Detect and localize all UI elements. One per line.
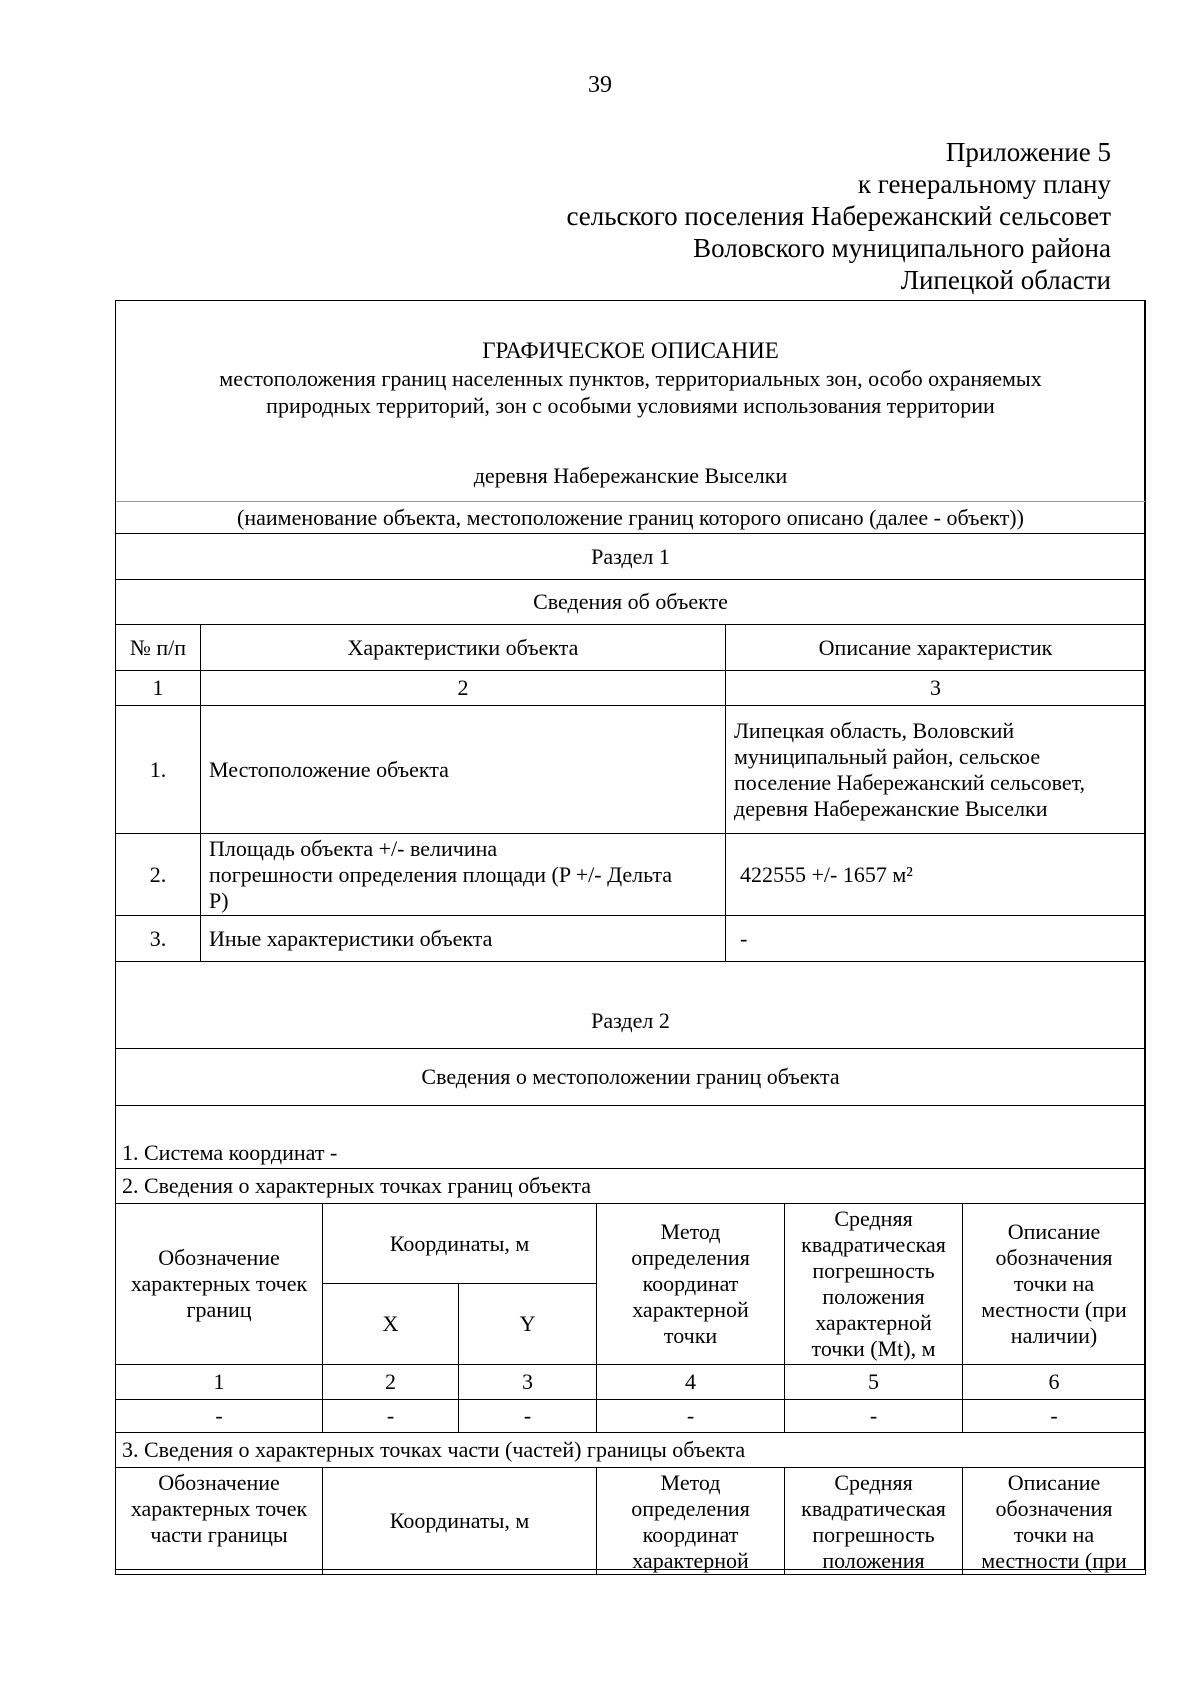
parts-header-error [785, 1468, 963, 1575]
parts-header-designation [116, 1468, 323, 1575]
section2-subtitle: Сведения о местоположении границ объекта [116, 1049, 1146, 1106]
point-cell: - [323, 1400, 459, 1433]
table-row [116, 1400, 1146, 1433]
header-line: Обозначение [158, 1470, 280, 1495]
description-line: деревня Набережанские Выселки [734, 795, 1048, 821]
point-cell: - [597, 1400, 785, 1433]
header-line: Описание [1007, 1219, 1101, 1244]
row-characteristic: Иные характеристики объекта [201, 916, 726, 962]
column-number: 6 [963, 1365, 1146, 1400]
column-number: 1 [116, 1365, 323, 1400]
document-header [116, 301, 1146, 502]
header-line: Метод [660, 1219, 721, 1244]
parts-section-title: 3. Сведения о характерных точках части (частей) границы объекта [116, 1433, 1146, 1468]
row-description: 422555 +/- 1657 м² [726, 834, 1146, 916]
header-coordinates: Координаты, м [323, 1204, 597, 1284]
column-number: 4 [597, 1365, 785, 1400]
column-header-description: Описание характеристик [726, 625, 1146, 671]
row-num: 3. [116, 916, 201, 962]
header-line: обозначения [995, 1496, 1113, 1521]
appendix-block [566, 136, 1111, 296]
points-table [115, 1203, 1146, 1575]
column-number: 3 [459, 1365, 597, 1400]
header-line: квадратическая [801, 1496, 946, 1521]
coordinate-system: 1. Система координат - [116, 1106, 1146, 1169]
header-line: определения [631, 1496, 750, 1521]
header-line: точки [663, 1323, 718, 1348]
object-caption: (наименование объекта, местоположение границ которого описано (далее - объект)) [116, 502, 1146, 534]
parts-header-description [963, 1468, 1146, 1575]
row-characteristic [201, 834, 726, 916]
section1-subtitle: Сведения об объекте [116, 580, 1146, 625]
characteristic-line: Площадь объекта +/- величина [209, 835, 498, 861]
header-error [785, 1204, 963, 1365]
characteristic-line: P) [209, 887, 229, 913]
section2-title: Раздел 2 [116, 962, 1146, 1049]
header-line: Метод [660, 1470, 721, 1495]
row-characteristic: Местоположение объекта [201, 706, 726, 834]
header-line: обозначения [995, 1245, 1113, 1270]
description-line: Липецкая область, Воловский [734, 717, 1015, 743]
page-number: 39 [588, 72, 612, 98]
section1-title: Раздел 1 [116, 534, 1146, 580]
header-line: координат [642, 1271, 739, 1296]
parts-header-method [597, 1468, 785, 1575]
header-line: точки на [1013, 1271, 1095, 1296]
object-name: деревня Набережанские Выселки [473, 463, 788, 488]
appendix-line: сельского поселения Набережанский сельсовет [566, 201, 1111, 231]
point-cell: - [963, 1400, 1146, 1433]
row-description [726, 706, 1146, 834]
header-y: Y [459, 1284, 597, 1365]
header-line: погрешность [812, 1522, 935, 1547]
header-line: характерной [632, 1297, 749, 1322]
characteristic-line: погрешности определения площади (P +/- Дельта [209, 861, 672, 887]
header-x: X [323, 1284, 459, 1365]
header-line: границ [186, 1297, 252, 1322]
header-line: точки (Mt), м [811, 1336, 936, 1361]
header-line: характерной [815, 1310, 932, 1335]
header-line: наличии) [1010, 1323, 1098, 1348]
row-description: - [726, 916, 1146, 962]
header-line: характерной [632, 1548, 749, 1573]
section2-heading-table [115, 961, 1146, 1204]
header-method [597, 1204, 785, 1365]
table-row [116, 834, 1146, 916]
point-cell: - [459, 1400, 597, 1433]
section1-table [115, 300, 1146, 962]
header-line: части границы [150, 1522, 288, 1547]
appendix-line: Воловского муниципального района [693, 233, 1111, 263]
header-line: Обозначение [158, 1245, 280, 1270]
point-cell: - [785, 1400, 963, 1433]
header-line: квадратическая [801, 1232, 946, 1257]
header-line: характерных точек [130, 1271, 308, 1296]
description-line: поселение Набережанский сельсовет, [734, 769, 1086, 795]
header-line: точки на [1013, 1522, 1095, 1547]
column-number: 1 [116, 671, 201, 706]
appendix-line: к генеральному плану [857, 169, 1111, 199]
document-subtitle: местоположения границ населенных пунктов, территориальных зон, особо охраняемых [219, 366, 1042, 391]
table-row [116, 706, 1146, 834]
header-line: Описание [1007, 1470, 1101, 1495]
column-number: 2 [201, 671, 726, 706]
header-line: координат [642, 1522, 739, 1547]
points-section-title: 2. Сведения о характерных точках границ объекта [116, 1169, 1146, 1204]
header-line: характерных точек [130, 1496, 308, 1521]
row-num: 1. [116, 706, 201, 834]
parts-header-coordinates: Координаты, м [323, 1468, 597, 1575]
appendix-line: Липецкой области [900, 265, 1111, 295]
header-line: Средняя [834, 1206, 913, 1231]
row-num: 2. [116, 834, 201, 916]
document-subtitle: природных территорий, зон с особыми условиями использования территории [266, 393, 995, 418]
column-number: 2 [323, 1365, 459, 1400]
header-line: погрешность [812, 1258, 935, 1283]
header-point-description [963, 1204, 1146, 1365]
column-number: 3 [726, 671, 1146, 706]
header-line: местности (при [981, 1548, 1127, 1573]
header-line: положения [822, 1548, 925, 1573]
header-line: местности (при [981, 1297, 1127, 1322]
table-row [116, 916, 1146, 962]
header-designation [116, 1204, 323, 1365]
header-line: Средняя [834, 1470, 913, 1495]
header-line: определения [631, 1245, 750, 1270]
column-header-num: № п/п [116, 625, 201, 671]
document-title: ГРАФИЧЕСКОЕ ОПИСАНИЕ [482, 338, 779, 363]
point-cell: - [116, 1400, 323, 1433]
header-line: положения [822, 1284, 925, 1309]
column-header-characteristic: Характеристики объекта [201, 625, 726, 671]
description-line: муниципальный район, сельское [734, 743, 1041, 769]
appendix-line: Приложение 5 [945, 137, 1111, 167]
column-number: 5 [785, 1365, 963, 1400]
